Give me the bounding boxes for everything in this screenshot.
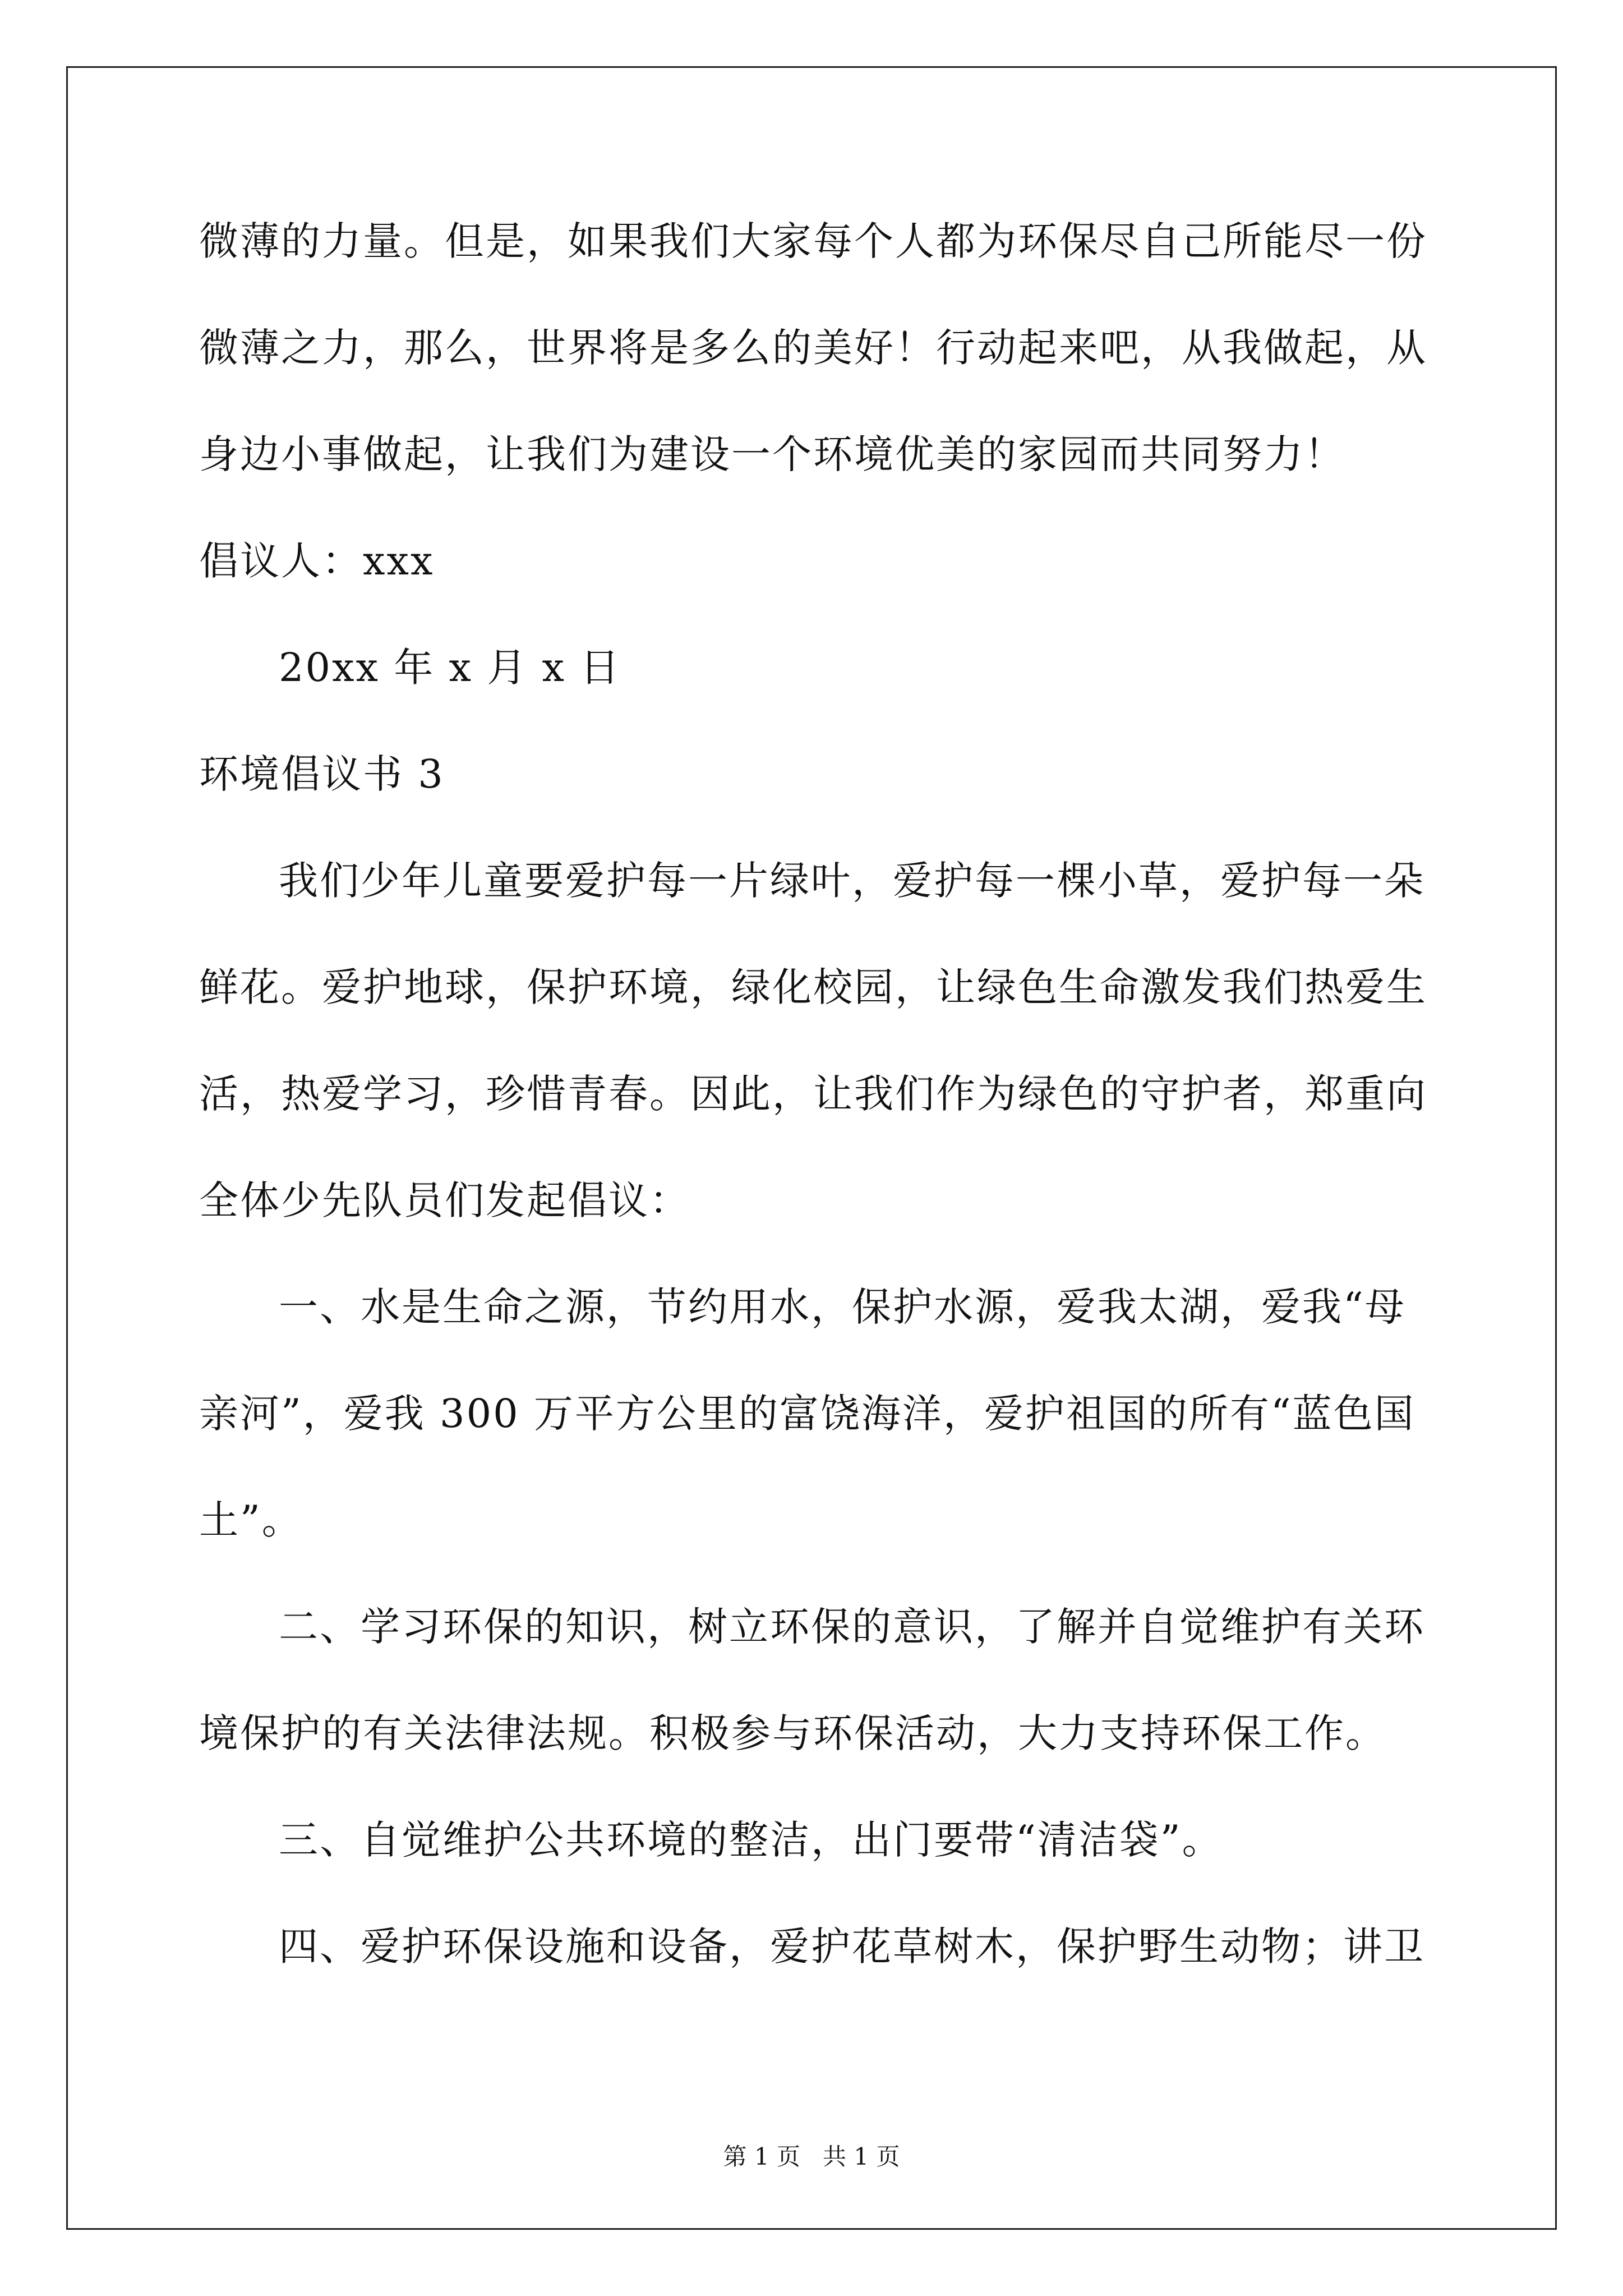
page-border	[66, 66, 1557, 2230]
text-line: 微薄之力，那么，世界将是多么的美好！行动起来吧，从我做起，从	[199, 325, 1427, 371]
date-line: 20xx 年 x 月 x 日	[279, 645, 621, 691]
page-footer: 第 1 页 共 1 页	[723, 2143, 900, 2170]
signer-line: 倡议人：xxx	[199, 538, 435, 584]
text-line: 身边小事做起，让我们为建设一个环境优美的家园而共同努力！	[199, 431, 1345, 477]
text-line: 二、学习环保的知识，树立环保的意识，了解并自觉维护有关环	[279, 1604, 1425, 1650]
text-line: 亲河”，爱我 300 万平方公里的富饶海洋，爱护祖国的所有“蓝色国	[199, 1391, 1415, 1437]
text-line: 鲜花。爱护地球，保护环境，绿化校园，让绿色生命激发我们热爱生	[199, 964, 1427, 1010]
text-line: 四、爱护环保设施和设备，爱护花草树木，保护野生动物；讲卫	[279, 1924, 1425, 1970]
text-line: 境保护的有关法律法规。积极参与环保活动，大力支持环保工作。	[199, 1710, 1386, 1756]
text-line: 一、水是生命之源，节约用水，保护水源，爱我太湖，爱我“母	[279, 1284, 1406, 1330]
text-line: 全体少先队员们发起倡议：	[199, 1177, 690, 1223]
text-line: 土”。	[199, 1497, 303, 1543]
text-line: 活，热爱学习，珍惜青春。因此，让我们作为绿色的守护者，郑重向	[199, 1071, 1427, 1117]
section-title: 环境倡议书 3	[199, 751, 445, 797]
text-line: 微薄的力量。但是，如果我们大家每个人都为环保尽自己所能尽一份	[199, 218, 1427, 264]
text-line: 我们少年儿童要爱护每一片绿叶，爱护每一棵小草，爱护每一朵	[279, 858, 1425, 904]
text-line: 三、自觉维护公共环境的整洁，出门要带“清洁袋”。	[279, 1817, 1223, 1863]
